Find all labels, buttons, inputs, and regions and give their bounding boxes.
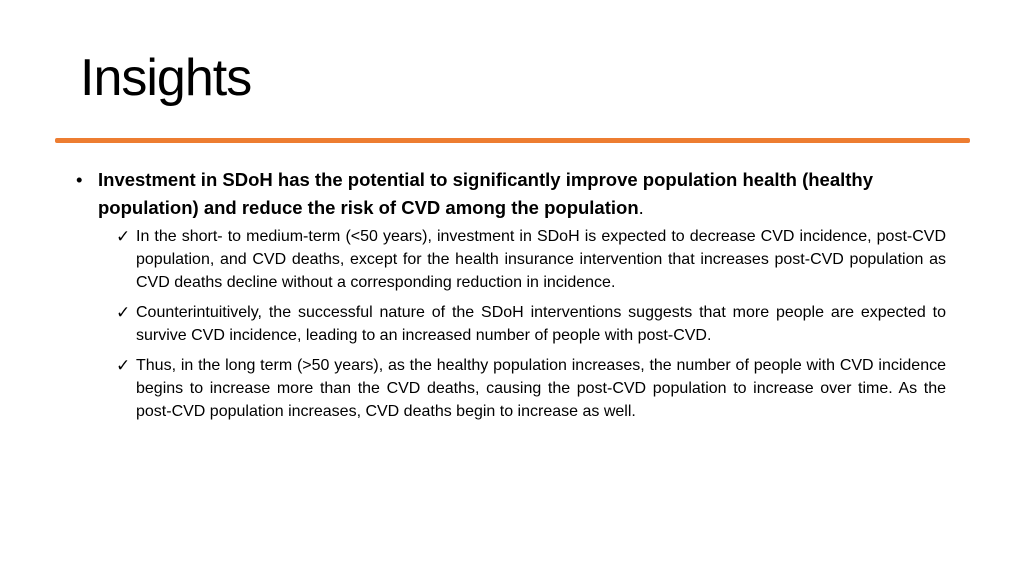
- sub-point-3: [76, 354, 946, 423]
- main-bullet-period: .: [638, 197, 644, 218]
- title-divider: [55, 138, 970, 143]
- sub-point-text: Counterintuitively, the successful nature of the SDoH interventions suggests that more people are expected to survive CVD incidence, leading to an increased number of people with post-CVD.: [136, 304, 946, 344]
- sub-point-2: [76, 301, 946, 347]
- sub-point-list: [76, 225, 946, 423]
- main-bullet: [76, 166, 946, 222]
- main-bullet-text: Investment in SDoH has the potential to significantly improve population health (healthy population) and reduce the risk of CVD among the population: [98, 169, 874, 218]
- sub-point-text: Thus, in the long term (>50 years), as the healthy population increases, the number of people with CVD incidence begins to increase more than the CVD deaths, causing the post-CVD population to increase over time. As the post-CVD population increases, CVD deaths begin to increase as well.: [136, 357, 946, 420]
- sub-point-1: [76, 225, 946, 294]
- check-icon: ✓: [116, 227, 131, 246]
- bullet-dot-icon: •: [76, 169, 83, 190]
- slide-title: Insights: [80, 49, 252, 107]
- check-icon: ✓: [116, 303, 131, 322]
- sub-point-text: In the short- to medium-term (<50 years), investment in SDoH is expected to decrease CVD incidence, post-CVD population, and CVD deaths, except for the health insurance intervention that increases post-CVD population as CVD deaths decline without a corresponding reduction in incidence.: [136, 228, 946, 291]
- slide-content: [76, 166, 946, 430]
- check-icon: ✓: [116, 356, 131, 375]
